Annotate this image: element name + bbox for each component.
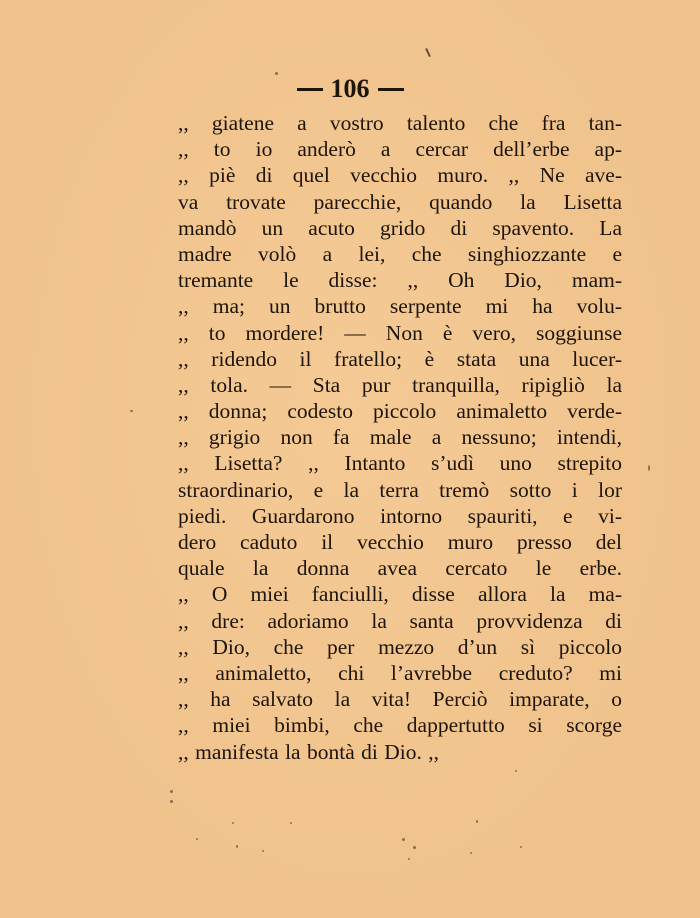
text-line: ,, Dio, che per mezzo d’un sì piccolo <box>178 634 622 659</box>
speck <box>290 822 292 824</box>
speck <box>402 838 405 841</box>
speck <box>648 465 650 471</box>
text-line: ,, miei bimbi, che dappertutto si scorge <box>178 713 622 738</box>
page-number: 106 <box>330 74 370 103</box>
text-line: ,, O miei fanciulli, disse allora la ma- <box>178 582 622 607</box>
speck <box>130 410 133 412</box>
right-dash-ornament <box>378 88 404 91</box>
speck <box>408 858 410 860</box>
speck <box>520 846 522 848</box>
text-line: va trovate parecchie, quando la Lisetta <box>178 189 622 214</box>
speck <box>232 822 234 824</box>
text-line: ,, animaletto, chi l’avrebbe creduto? mi <box>178 660 622 685</box>
speck <box>236 845 238 848</box>
text-line: straordinario, e la terra tremò sotto i lor <box>178 477 622 502</box>
text-line: tremante le disse: ,, Oh Dio, mam- <box>178 268 622 293</box>
text-line: ,, Lisetta? ,, Intanto s’udì uno strepito <box>178 451 622 476</box>
speck <box>476 820 478 823</box>
ink-mark <box>425 48 431 57</box>
text-line: ,, grigio non fa male a nessuno; intendi, <box>178 425 622 450</box>
text-line: ,, to io anderò a cercar dell’erbe ap- <box>178 137 622 162</box>
left-dash-ornament <box>297 88 323 91</box>
text-line: ,, tola. — Sta pur tranquilla, ripigliò la <box>178 372 622 397</box>
text-line: piedi. Guardarono intorno spauriti, e vi- <box>178 503 622 528</box>
speck <box>413 846 416 849</box>
body-text <box>178 110 622 765</box>
text-line: madre volò a lei, che singhiozzante e <box>178 241 622 266</box>
text-line: quale la donna avea cercato le erbe. <box>178 556 622 581</box>
speck <box>275 72 278 75</box>
speck <box>470 852 472 854</box>
page-number-header <box>0 74 700 104</box>
text-line: ,, dre: adoriamo la santa provvidenza di <box>178 608 622 633</box>
text-line: ,, ma; un brutto serpente mi ha volu- <box>178 294 622 319</box>
speck <box>515 770 517 772</box>
text-line: ,, donna; codesto piccolo animaletto verde- <box>178 399 622 424</box>
text-line: ,, giatene a vostro talento che fra tan- <box>178 111 622 135</box>
text-line: ,, to mordere! — Non è vero, soggiunse <box>178 320 622 345</box>
speck <box>196 838 198 840</box>
text-line: mandò un acuto grido di spavento. La <box>178 215 622 240</box>
text-line: dero caduto il vecchio muro presso del <box>178 530 622 554</box>
text-line: ,, manifesta la bontà di Dio. ,, <box>178 739 439 764</box>
text-line: ,, piè di quel vecchio muro. ,, Ne ave- <box>178 163 622 188</box>
text-line: ,, ridendo il fratello; è stata una lucer- <box>178 346 622 371</box>
speck <box>170 790 173 793</box>
text-line: ,, ha salvato la vita! Perciò imparate, o <box>178 687 622 712</box>
speck <box>170 800 173 803</box>
speck <box>262 850 264 852</box>
